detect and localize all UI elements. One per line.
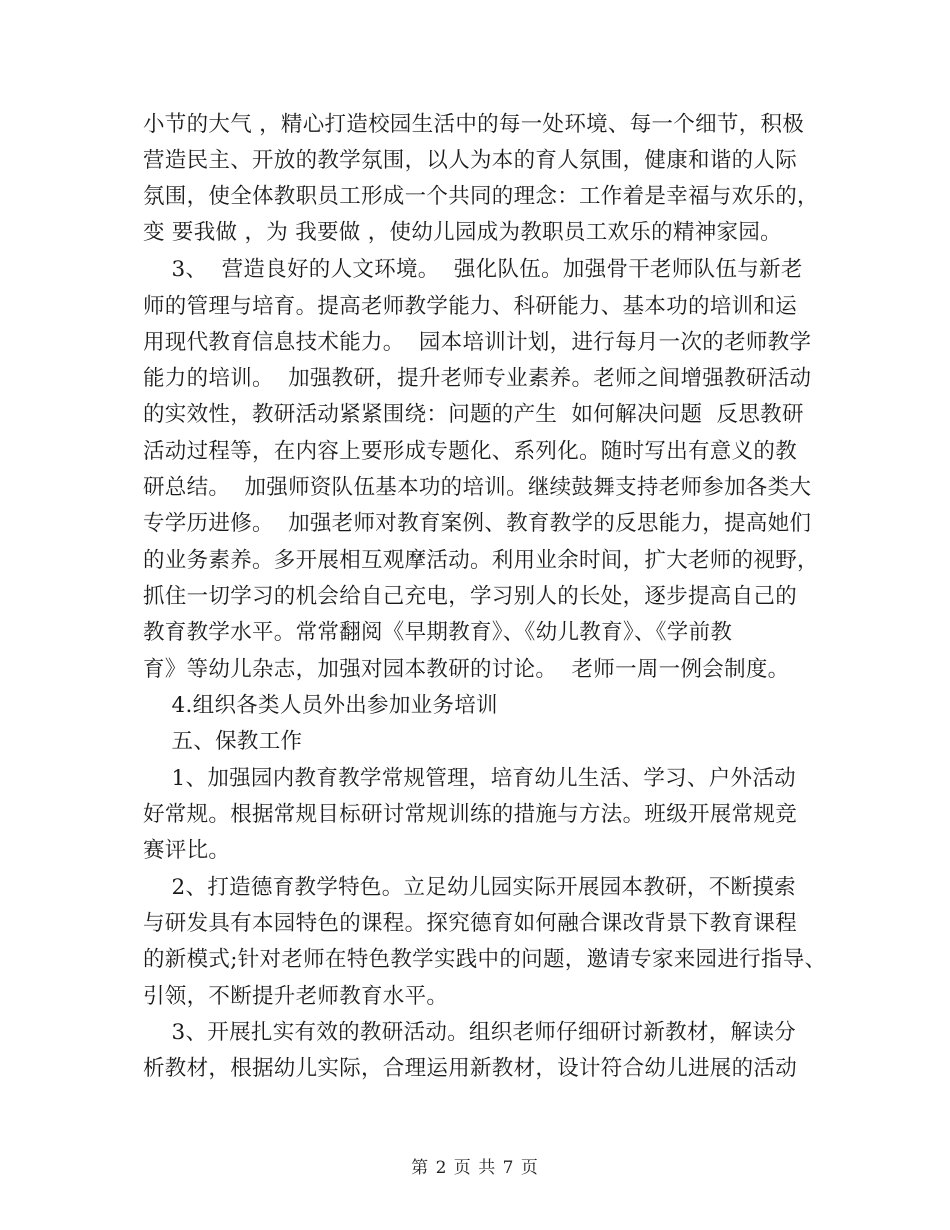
body-line: 研总结。 加强师资队伍基本功的培训。继续鼓舞支持老师参加各类大: [143, 475, 812, 500]
body-line: 小节的大气 ，精心打造校园生活中的每一处环境、每一个细节，积极: [143, 112, 805, 137]
body-line: 教育教学水平。常常翻阅《早期教育》、《幼儿教育》、《学前教: [143, 620, 733, 645]
body-line: 的实效性，教研活动紧紧围绕：问题的产生 如何解决问题 反思教研: [143, 402, 804, 427]
body-line: 专学历进修。 加强老师对教育案例、教育教学的反思能力，提高她们: [143, 511, 812, 536]
body-line: 用现代教育信息技术能力。 园本培训计划，进行每月一次的老师教学: [143, 330, 812, 355]
body-line: 营造民主、开放的教学氛围，以人为本的育人氛围，健康和谐的人际: [143, 148, 798, 173]
body-line: 育》等幼儿杂志，加强对园本教研的讨论。 老师一周一例会制度。: [143, 657, 790, 682]
body-line: 师的管理与培育。提高老师教学能力、科研能力、基本功的培训和运: [143, 294, 798, 319]
body-line: 赛评比。: [143, 838, 231, 863]
body-line: 好常规。根据常规目标研讨常规训练的措施与方法。班级开展常规竞: [143, 802, 798, 827]
body-line: 析教材，根据幼儿实际，合理运用新教材，设计符合幼儿进展的活动: [143, 1056, 798, 1081]
body-line: 1、加强园内教育教学常规管理，培育幼儿生活、学习、户外活动: [143, 766, 796, 791]
body-line: 抓住一切学习的机会给自己充电，学习别人的长处，逐步提高自己的: [143, 584, 798, 609]
body-line: 的新模式;针对老师在特色教学实践中的问题，邀请专家来园进行指导、: [143, 947, 827, 972]
body-line: 变 要我做 ，为 我要做 ，使幼儿园成为教职员工欢乐的精神家园。: [143, 220, 782, 245]
page-number-footer: 第 2 页 共 7 页: [411, 1158, 539, 1178]
section-heading: 五、保教工作: [143, 729, 303, 754]
body-line: 3、 营造良好的人文环境。 强化队伍。加强骨干老师队伍与新老: [143, 257, 803, 282]
body-line: 能力的培训。 加强教研，提升老师专业素养。老师之间增强教研活动: [143, 366, 812, 391]
body-line: 与研发具有本园特色的课程。探究德育如何融合课改背景下教育课程: [143, 911, 798, 936]
body-line: 引领，不断提升老师教育水平。: [143, 984, 449, 1009]
body-line: 氛围，使全体教职员工形成一个共同的理念：工作着是幸福与欢乐的，: [143, 184, 819, 209]
body-line: 2、打造德育教学特色。立足幼儿园实际开展园本教研，不断摸索: [143, 875, 796, 900]
section-item: 4.组织各类人员外出参加业务培训: [143, 693, 498, 718]
body-line: 3、开展扎实有效的教研活动。组织老师仔细研讨新教材，解读分: [143, 1020, 796, 1045]
body-line: 活动过程等，在内容上要形成专题化、系列化。随时写出有意义的教: [143, 439, 798, 464]
body-line: 的业务素养。多开展相互观摩活动。利用业余时间，扩大老师的视野，: [143, 548, 819, 573]
